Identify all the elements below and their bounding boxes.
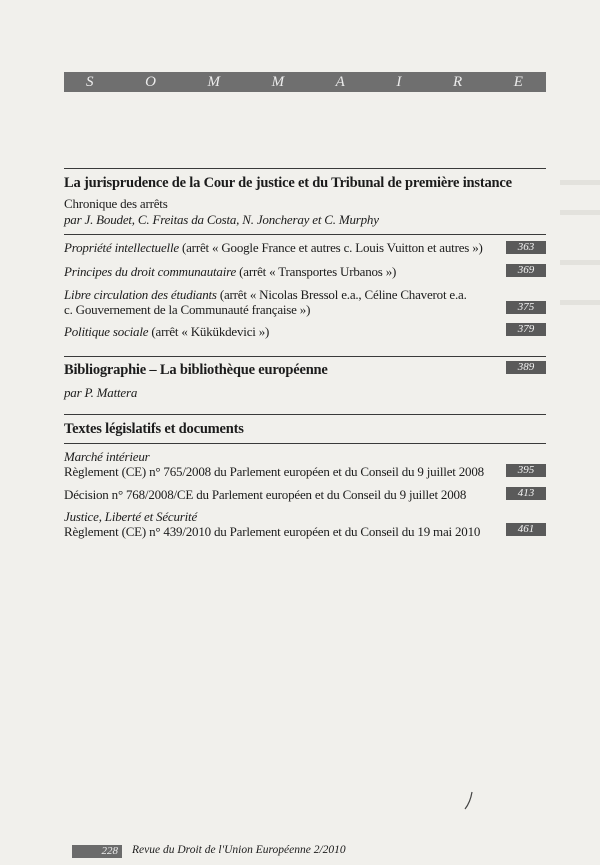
page-number-badge: 363	[506, 241, 546, 254]
group-heading-marche: Marché intérieur	[64, 449, 150, 464]
entry-detail: (arrêt « Google France et autres c. Louis Vuitton et autres »)	[178, 240, 483, 255]
section-divider	[64, 356, 546, 357]
sommaire-banner	[64, 72, 546, 92]
banner-letter: I	[396, 73, 403, 90]
section-authors: par J. Boudet, C. Freitas da Costa, N. Joncheray et C. Murphy	[64, 212, 379, 227]
entry-detail: (arrêt « Kükükdevici »)	[148, 324, 270, 339]
entry-detail: (arrêt « Transportes Urbanos »)	[236, 264, 397, 279]
entry-detail: (arrêt « Nicolas Bressol e.a., Céline Chaverot e.a.	[216, 287, 467, 302]
toc-entry-libre-circulation[interactable]	[64, 287, 467, 303]
entry-topic: Propriété intellectuelle	[64, 240, 179, 255]
footer-page-number: 228	[72, 845, 122, 858]
page-number-badge: 375	[506, 301, 546, 314]
section-divider	[64, 443, 546, 444]
banner-letter: M	[271, 73, 286, 90]
section-divider	[64, 168, 546, 169]
page-number-badge: 389	[506, 361, 546, 374]
banner-letter: R	[452, 73, 464, 90]
group-heading-justice: Justice, Liberté et Sécurité	[64, 509, 198, 524]
page-number-badge: 461	[506, 523, 546, 536]
banner-letter: S	[86, 73, 95, 90]
banner-letter: E	[513, 73, 524, 90]
ghost-mark	[560, 180, 600, 185]
toc-entry-libre-circulation-cont: c. Gouvernement de la Communauté française »)	[64, 302, 311, 317]
section-divider	[64, 414, 546, 415]
pen-mark-icon	[462, 790, 476, 812]
section-title-textes: Textes législatifs et documents	[64, 421, 244, 437]
page-number-badge: 413	[506, 487, 546, 500]
toc-entry-politique-sociale[interactable]	[64, 324, 269, 340]
entry-topic: Principes du droit communautaire	[64, 264, 237, 279]
ghost-mark	[560, 210, 600, 215]
show-through-marks	[560, 170, 600, 770]
banner-letter: A	[335, 73, 346, 90]
section-title-bibliographie: Bibliographie – La bibliothèque européenne	[64, 362, 328, 378]
toc-entry-decision-768[interactable]: Décision n° 768/2008/CE du Parlement européen et du Conseil du 9 juillet 2008	[64, 487, 467, 502]
banner-letter: O	[145, 73, 157, 90]
toc-entry-reglement-765[interactable]: Règlement (CE) n° 765/2008 du Parlement européen et du Conseil du 9 juillet 2008	[64, 464, 484, 479]
page-number-badge: 395	[506, 464, 546, 477]
section-authors: par P. Mattera	[64, 385, 138, 400]
section-title-jurisprudence: La jurisprudence de la Cour de justice et du Tribunal de première instance	[64, 175, 512, 191]
footer-journal-title: Revue du Droit de l'Union Européenne 2/2010	[132, 844, 346, 856]
section-subtitle: Chronique des arrêts	[64, 196, 168, 211]
entry-topic: Politique sociale	[64, 324, 149, 339]
ghost-mark	[560, 260, 600, 265]
toc-entry-principes[interactable]	[64, 264, 396, 280]
page-number-badge: 369	[506, 264, 546, 277]
toc-entry-reglement-439[interactable]: Règlement (CE) n° 439/2010 du Parlement européen et du Conseil du 19 mai 2010	[64, 524, 481, 539]
page-number-badge: 379	[506, 323, 546, 336]
section-divider	[64, 234, 546, 235]
ghost-mark	[560, 300, 600, 305]
toc-entry-propriete[interactable]	[64, 240, 483, 256]
entry-topic: Libre circulation des étudiants	[64, 287, 217, 302]
banner-letter: M	[207, 73, 221, 90]
